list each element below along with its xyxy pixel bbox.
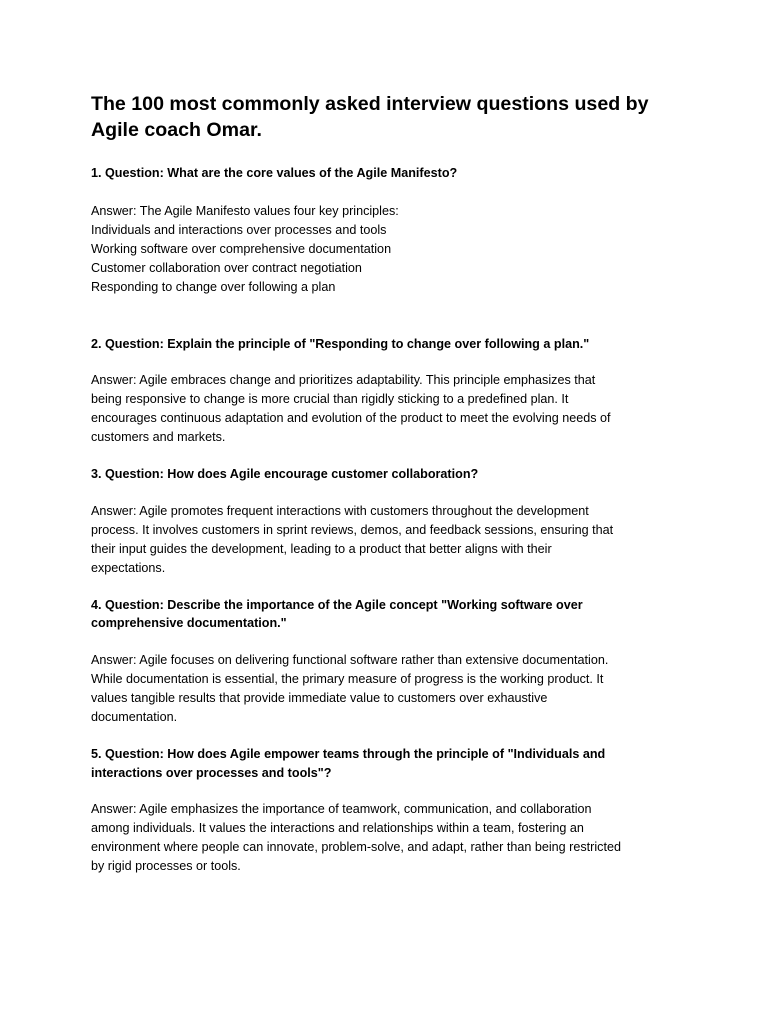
answer-1-line: Individuals and interactions over processes and tools — [91, 222, 387, 237]
question-3: 3. Question: How does Agile encourage customer collaboration? — [91, 467, 479, 482]
answer-3 — [91, 502, 672, 578]
answer-2-line: being responsive to change is more crucial than rigidly sticking to a predefined plan. It — [91, 392, 569, 407]
answer-2 — [91, 371, 672, 447]
answer-4-line: While documentation is essential, the primary measure of progress is the working product. It — [91, 671, 604, 686]
answer-5 — [91, 800, 672, 876]
answer-2-line: Answer: Agile embraces change and prioritizes adaptability. This principle emphasizes that — [91, 373, 596, 388]
answer-3-line: Answer: Agile promotes frequent interactions with customers throughout the development — [91, 503, 589, 518]
answer-5-line: environment where people can innovate, problem-solve, and adapt, rather than being restricted — [91, 840, 621, 855]
answer-1-line: Customer collaboration over contract negotiation — [91, 260, 362, 275]
answer-5-line: Answer: Agile emphasizes the importance of teamwork, communication, and collaboration — [91, 802, 592, 817]
answer-3-line: process. It involves customers in sprint reviews, demos, and feedback sessions, ensuring that — [91, 522, 614, 537]
answer-5-line: by rigid processes or tools. — [91, 859, 241, 874]
answer-4-line: Answer: Agile focuses on delivering functional software rather than extensive documentation. — [91, 652, 609, 667]
question-2: 2. Question: Explain the principle of "Responding to change over following a plan." — [91, 336, 590, 351]
answer-2-line: encourages continuous adaptation and evolution of the product to meet the evolving needs of — [91, 411, 611, 426]
answer-1 — [91, 202, 672, 297]
answer-3-line: expectations. — [91, 560, 166, 575]
answer-1-line: Working software over comprehensive documentation — [91, 241, 392, 256]
document-title: The 100 most commonly asked interview questions used by Agile coach Omar. — [91, 93, 649, 141]
answer-5-line: among individuals. It values the interactions and relationships within a team, fostering an — [91, 821, 584, 836]
answer-4-line: values tangible results that provide immediate value to customers over exhaustive — [91, 690, 548, 705]
question-4: 4. Question: Describe the importance of the Agile concept "Working software over comprehensive documentation." — [91, 597, 583, 631]
answer-2-line: customers and markets. — [91, 430, 226, 445]
question-1: 1. Question: What are the core values of the Agile Manifesto? — [91, 166, 458, 180]
question-5: 5. Question: How does Agile empower teams through the principle of "Individuals and interactions over processes and tools"? — [91, 746, 606, 780]
answer-4-line: documentation. — [91, 709, 178, 724]
answer-1-line: Answer: The Agile Manifesto values four key principles: — [91, 203, 399, 218]
answer-1-line: Responding to change over following a plan — [91, 279, 336, 294]
answer-4 — [91, 651, 672, 727]
answer-3-line: their input guides the development, leading to a product that better aligns with their — [91, 541, 552, 556]
